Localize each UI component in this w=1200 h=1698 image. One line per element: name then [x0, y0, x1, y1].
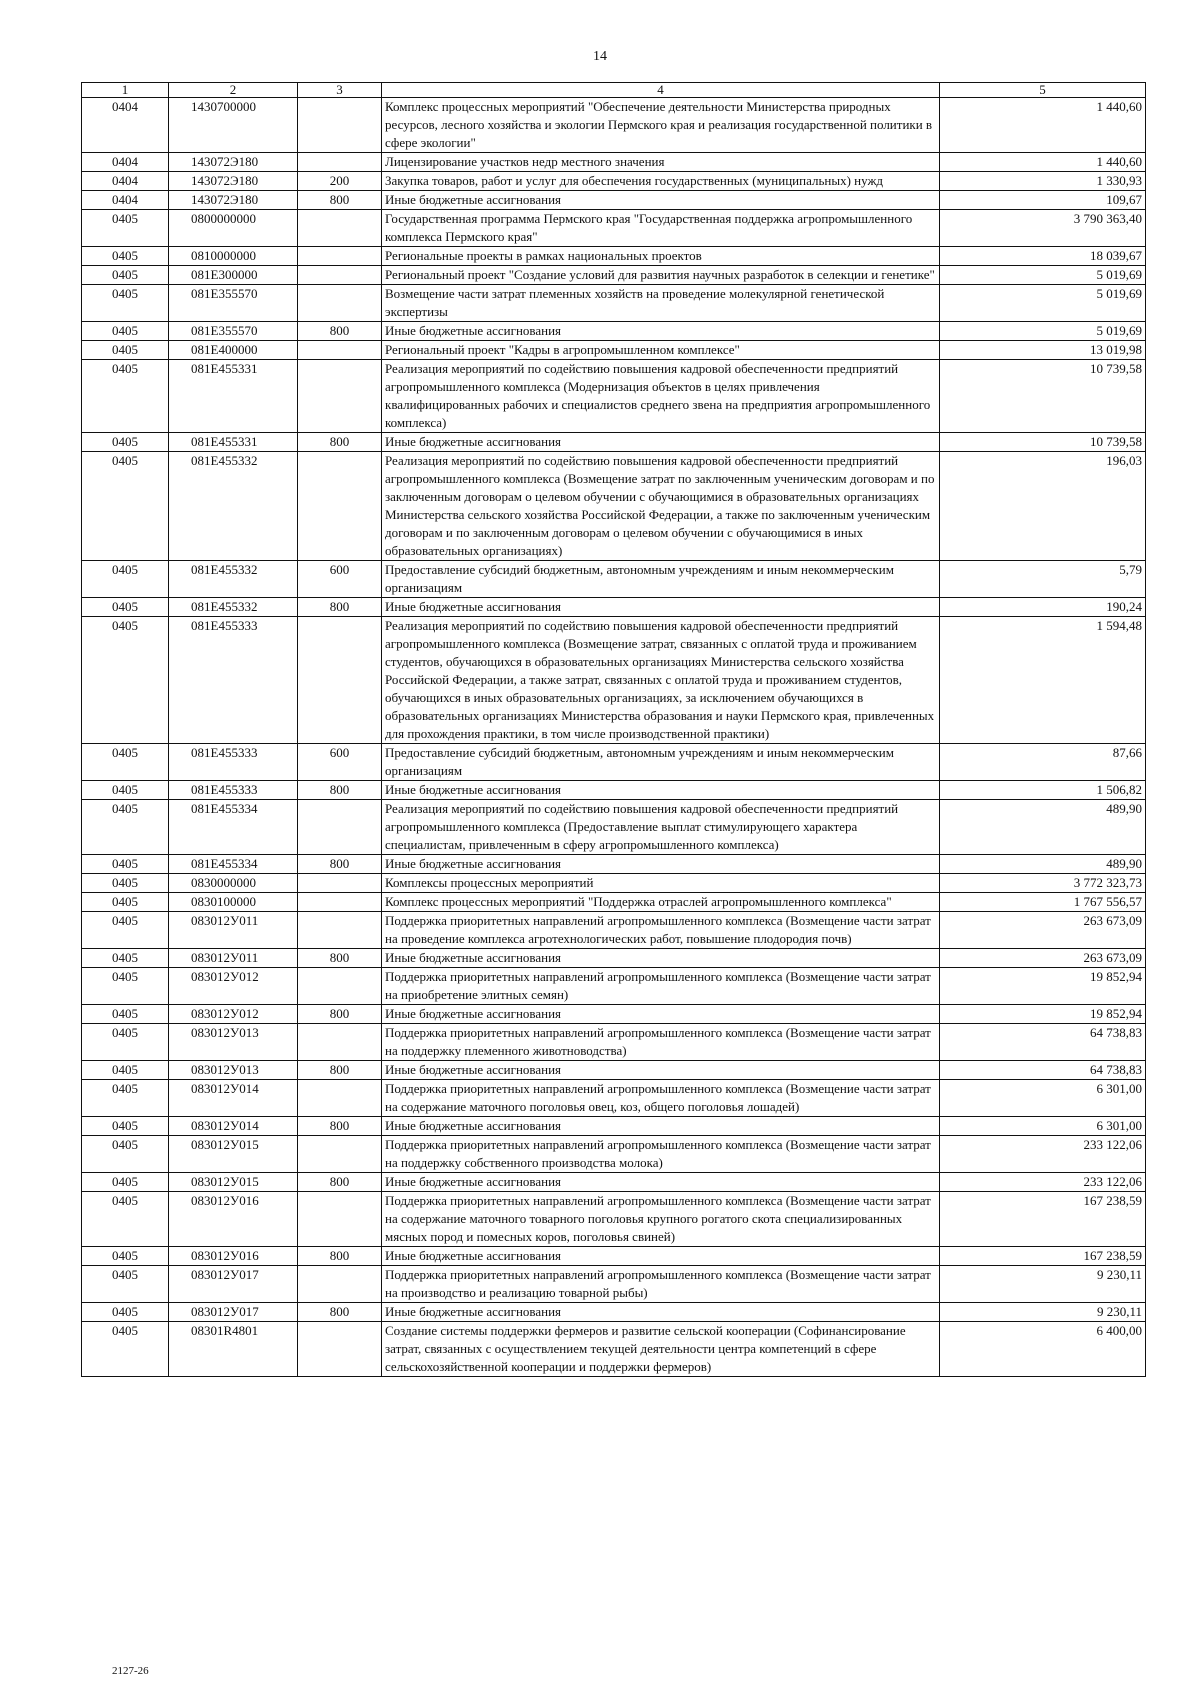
amount-cell: 196,03 — [940, 452, 1146, 561]
table-row — [82, 598, 1146, 617]
target-article-cell: 083012У015 — [169, 1173, 298, 1192]
section-code-cell: 0405 — [82, 1136, 169, 1173]
expense-type-cell — [298, 874, 382, 893]
section-code-cell: 0405 — [82, 1117, 169, 1136]
description-cell: Иные бюджетные ассигнования — [382, 949, 940, 968]
amount-cell: 233 122,06 — [940, 1136, 1146, 1173]
target-article-cell: 081E455332 — [169, 598, 298, 617]
section-code-cell: 0405 — [82, 561, 169, 598]
description-cell: Комплекс процессных мероприятий "Обеспечение деятельности Министерства природных ресурсов, лесного хозяйства и экологии Пермского края и реализация государственной политики в сфере экологии" — [382, 98, 940, 153]
expense-type-cell — [298, 1192, 382, 1247]
description-cell: Комплекс процессных мероприятий "Поддержка отраслей агропромышленного комплекса" — [382, 893, 940, 912]
expense-type-cell — [298, 452, 382, 561]
description-cell: Иные бюджетные ассигнования — [382, 322, 940, 341]
table-row — [82, 1080, 1146, 1117]
header-col-3: 3 — [298, 83, 382, 98]
description-cell: Поддержка приоритетных направлений агропромышленного комплекса (Возмещение части затрат на содержание маточного товарного поголовья крупного рогатого скота специализированных мясных пород и помесных коров, поголовья свиней) — [382, 1192, 940, 1247]
description-cell: Реализация мероприятий по содействию повышения кадровой обеспеченности предприятий агропромышленного комплекса (Возмещение затрат, связанных с оплатой труда и проживанием студентов, обучающихся в образовательных организациях Министерства сельского хозяйства Российской Федерации, а также затрат, связанных с оплатой труда и проживанием студентов, обучающихся в иных образовательных организациях, за исключением обучающихся в образовательных организациях Министерства образования и науки Пермского края, привлеченных для прохождения практики, в том числе производственной практики) — [382, 617, 940, 744]
section-code-cell: 0405 — [82, 1061, 169, 1080]
target-article-cell: 08301R4801 — [169, 1322, 298, 1377]
section-code-cell: 0405 — [82, 1192, 169, 1247]
section-code-cell: 0405 — [82, 893, 169, 912]
description-cell: Иные бюджетные ассигнования — [382, 1173, 940, 1192]
amount-cell: 263 673,09 — [940, 912, 1146, 949]
description-cell: Реализация мероприятий по содействию повышения кадровой обеспеченности предприятий агропромышленного комплекса (Возмещение затрат по заключенным ученическим договорам и по заключенным договорам о целевом обучении с обучающимися в образовательных организациях Министерства сельского хозяйства Российской Федерации, а также по заключенным ученическим договорам и по заключенным договорам о целевом обучении с обучающимися в иных образовательных организациях) — [382, 452, 940, 561]
target-article-cell: 081E455331 — [169, 433, 298, 452]
target-article-cell: 081E455333 — [169, 781, 298, 800]
expense-type-cell — [298, 912, 382, 949]
description-cell: Иные бюджетные ассигнования — [382, 1303, 940, 1322]
target-article-cell: 083012У014 — [169, 1080, 298, 1117]
amount-cell: 87,66 — [940, 744, 1146, 781]
amount-cell: 5 019,69 — [940, 322, 1146, 341]
table-row — [82, 247, 1146, 266]
table-row — [82, 912, 1146, 949]
target-article-cell: 081E455333 — [169, 744, 298, 781]
target-article-cell: 081E400000 — [169, 341, 298, 360]
expense-type-cell — [298, 1266, 382, 1303]
description-cell: Закупка товаров, работ и услуг для обеспечения государственных (муниципальных) нужд — [382, 172, 940, 191]
section-code-cell: 0405 — [82, 855, 169, 874]
amount-cell: 5 019,69 — [940, 266, 1146, 285]
section-code-cell: 0405 — [82, 1322, 169, 1377]
target-article-cell: 083012У015 — [169, 1136, 298, 1173]
target-article-cell: 083012У017 — [169, 1266, 298, 1303]
table-row — [82, 210, 1146, 247]
header-col-4: 4 — [382, 83, 940, 98]
expense-type-cell — [298, 1080, 382, 1117]
table-row — [82, 1005, 1146, 1024]
amount-cell: 1 506,82 — [940, 781, 1146, 800]
section-code-cell: 0405 — [82, 433, 169, 452]
section-code-cell: 0404 — [82, 98, 169, 153]
table-row — [82, 153, 1146, 172]
amount-cell: 64 738,83 — [940, 1024, 1146, 1061]
table-row — [82, 617, 1146, 744]
amount-cell: 167 238,59 — [940, 1247, 1146, 1266]
section-code-cell: 0404 — [82, 153, 169, 172]
description-cell: Поддержка приоритетных направлений агропромышленного комплекса (Возмещение части затрат на производство и реализацию товарной рыбы) — [382, 1266, 940, 1303]
header-col-5: 5 — [940, 83, 1146, 98]
target-article-cell: 083012У013 — [169, 1024, 298, 1061]
description-cell: Поддержка приоритетных направлений агропромышленного комплекса (Возмещение части затрат на приобретение элитных семян) — [382, 968, 940, 1005]
section-code-cell: 0405 — [82, 210, 169, 247]
description-cell: Предоставление субсидий бюджетным, автономным учреждениям и иным некоммерческим организациям — [382, 744, 940, 781]
table-row — [82, 855, 1146, 874]
section-code-cell: 0405 — [82, 247, 169, 266]
expense-type-cell — [298, 210, 382, 247]
amount-cell: 9 230,11 — [940, 1266, 1146, 1303]
expense-type-cell — [298, 1136, 382, 1173]
target-article-cell: 081E455334 — [169, 800, 298, 855]
section-code-cell: 0405 — [82, 1303, 169, 1322]
description-cell: Поддержка приоритетных направлений агропромышленного комплекса (Возмещение части затрат на проведение комплекса агротехнологических работ, повышение плодородия почв) — [382, 912, 940, 949]
description-cell: Лицензирование участков недр местного значения — [382, 153, 940, 172]
description-cell: Региональный проект "Создание условий для развития научных разработок в селекции и генетике" — [382, 266, 940, 285]
section-code-cell: 0405 — [82, 912, 169, 949]
header-col-1: 1 — [82, 83, 169, 98]
amount-cell: 19 852,94 — [940, 1005, 1146, 1024]
target-article-cell: 081E455334 — [169, 855, 298, 874]
section-code-cell: 0405 — [82, 598, 169, 617]
section-code-cell: 0404 — [82, 172, 169, 191]
table-row — [82, 1061, 1146, 1080]
expense-type-cell: 800 — [298, 1061, 382, 1080]
target-article-cell: 083012У011 — [169, 912, 298, 949]
expense-type-cell: 800 — [298, 1117, 382, 1136]
amount-cell: 9 230,11 — [940, 1303, 1146, 1322]
section-code-cell: 0405 — [82, 1247, 169, 1266]
section-code-cell: 0404 — [82, 191, 169, 210]
section-code-cell: 0405 — [82, 1173, 169, 1192]
expense-type-cell — [298, 153, 382, 172]
target-article-cell: 143072Э180 — [169, 153, 298, 172]
section-code-cell: 0405 — [82, 1266, 169, 1303]
description-cell: Иные бюджетные ассигнования — [382, 1117, 940, 1136]
expense-type-cell — [298, 341, 382, 360]
section-code-cell: 0405 — [82, 1024, 169, 1061]
amount-cell: 10 739,58 — [940, 360, 1146, 433]
amount-cell: 1 440,60 — [940, 98, 1146, 153]
page-number: 14 — [593, 49, 607, 64]
amount-cell: 233 122,06 — [940, 1173, 1146, 1192]
amount-cell: 3 790 363,40 — [940, 210, 1146, 247]
table-row — [82, 266, 1146, 285]
amount-cell: 109,67 — [940, 191, 1146, 210]
section-code-cell: 0405 — [82, 874, 169, 893]
target-article-cell: 081E455331 — [169, 360, 298, 433]
table-row — [82, 360, 1146, 433]
description-cell: Иные бюджетные ассигнования — [382, 598, 940, 617]
expense-type-cell: 800 — [298, 855, 382, 874]
expense-type-cell: 200 — [298, 172, 382, 191]
target-article-cell: 0800000000 — [169, 210, 298, 247]
amount-cell: 10 739,58 — [940, 433, 1146, 452]
amount-cell: 489,90 — [940, 800, 1146, 855]
amount-cell: 3 772 323,73 — [940, 874, 1146, 893]
amount-cell: 1 440,60 — [940, 153, 1146, 172]
expense-type-cell: 800 — [298, 949, 382, 968]
expense-type-cell: 800 — [298, 1303, 382, 1322]
expense-type-cell — [298, 968, 382, 1005]
description-cell: Иные бюджетные ассигнования — [382, 1005, 940, 1024]
description-cell: Возмещение части затрат племенных хозяйств на проведение молекулярной генетической экспертизы — [382, 285, 940, 322]
description-cell: Иные бюджетные ассигнования — [382, 1061, 940, 1080]
expense-type-cell — [298, 98, 382, 153]
table-row — [82, 1192, 1146, 1247]
amount-cell: 1 594,48 — [940, 617, 1146, 744]
target-article-cell: 083012У013 — [169, 1061, 298, 1080]
amount-cell: 6 301,00 — [940, 1117, 1146, 1136]
description-cell: Региональный проект "Кадры в агропромышленном комплексе" — [382, 341, 940, 360]
amount-cell: 1 767 556,57 — [940, 893, 1146, 912]
amount-cell: 489,90 — [940, 855, 1146, 874]
target-article-cell: 083012У014 — [169, 1117, 298, 1136]
target-article-cell: 083012У016 — [169, 1192, 298, 1247]
section-code-cell: 0405 — [82, 617, 169, 744]
target-article-cell: 081E455333 — [169, 617, 298, 744]
section-code-cell: 0405 — [82, 949, 169, 968]
description-cell: Иные бюджетные ассигнования — [382, 1247, 940, 1266]
target-article-cell: 081E455332 — [169, 452, 298, 561]
target-article-cell: 083012У012 — [169, 1005, 298, 1024]
section-code-cell: 0405 — [82, 781, 169, 800]
target-article-cell: 0810000000 — [169, 247, 298, 266]
target-article-cell: 083012У016 — [169, 1247, 298, 1266]
table-row — [82, 968, 1146, 1005]
amount-cell: 19 852,94 — [940, 968, 1146, 1005]
target-article-cell: 081E455332 — [169, 561, 298, 598]
table-row — [82, 949, 1146, 968]
expense-type-cell — [298, 247, 382, 266]
budget-table — [81, 82, 1146, 1377]
amount-cell: 5 019,69 — [940, 285, 1146, 322]
expense-type-cell — [298, 800, 382, 855]
description-cell: Государственная программа Пермского края "Государственная поддержка агропромышленного комплекса Пермского края" — [382, 210, 940, 247]
table-row — [82, 285, 1146, 322]
target-article-cell: 081E355570 — [169, 322, 298, 341]
table-row — [82, 452, 1146, 561]
expense-type-cell: 600 — [298, 744, 382, 781]
expense-type-cell — [298, 893, 382, 912]
target-article-cell: 0830100000 — [169, 893, 298, 912]
amount-cell: 13 019,98 — [940, 341, 1146, 360]
expense-type-cell — [298, 1024, 382, 1061]
table-row — [82, 1173, 1146, 1192]
description-cell: Предоставление субсидий бюджетным, автономным учреждениям и иным некоммерческим организациям — [382, 561, 940, 598]
amount-cell: 5,79 — [940, 561, 1146, 598]
section-code-cell: 0405 — [82, 322, 169, 341]
target-article-cell: 0830000000 — [169, 874, 298, 893]
document-code: 2127-26 — [112, 1665, 149, 1677]
table-row — [82, 1117, 1146, 1136]
expense-type-cell: 800 — [298, 191, 382, 210]
description-cell: Поддержка приоритетных направлений агропромышленного комплекса (Возмещение части затрат на поддержку собственного производства молока) — [382, 1136, 940, 1173]
section-code-cell: 0405 — [82, 360, 169, 433]
target-article-cell: 1430700000 — [169, 98, 298, 153]
expense-type-cell — [298, 617, 382, 744]
table-row — [82, 1303, 1146, 1322]
table-row — [82, 1136, 1146, 1173]
table-header-row — [82, 83, 1146, 98]
description-cell: Реализация мероприятий по содействию повышения кадровой обеспеченности предприятий агропромышленного комплекса (Предоставление выплат стимулирующего характера специалистам, привлеченным в сферу агропромышленного комплекса) — [382, 800, 940, 855]
expense-type-cell — [298, 360, 382, 433]
target-article-cell: 081E355570 — [169, 285, 298, 322]
expense-type-cell: 600 — [298, 561, 382, 598]
description-cell: Иные бюджетные ассигнования — [382, 855, 940, 874]
description-cell: Поддержка приоритетных направлений агропромышленного комплекса (Возмещение части затрат на содержание маточного поголовья овец, коз, общего поголовья лошадей) — [382, 1080, 940, 1117]
expense-type-cell — [298, 1322, 382, 1377]
section-code-cell: 0405 — [82, 968, 169, 1005]
description-cell: Реализация мероприятий по содействию повышения кадровой обеспеченности предприятий агропромышленного комплекса (Модернизация объектов в целях привлечения квалифицированных рабочих и специалистов среднего звена на предприятия агропромышленного комплекса) — [382, 360, 940, 433]
table-row — [82, 744, 1146, 781]
amount-cell: 263 673,09 — [940, 949, 1146, 968]
table-row — [82, 341, 1146, 360]
amount-cell: 18 039,67 — [940, 247, 1146, 266]
table-row — [82, 172, 1146, 191]
table-row — [82, 98, 1146, 153]
section-code-cell: 0405 — [82, 800, 169, 855]
expense-type-cell: 800 — [298, 433, 382, 452]
table-row — [82, 1266, 1146, 1303]
table-row — [82, 874, 1146, 893]
table-row — [82, 1247, 1146, 1266]
description-cell: Иные бюджетные ассигнования — [382, 433, 940, 452]
target-article-cell: 143072Э180 — [169, 172, 298, 191]
table-row — [82, 893, 1146, 912]
expense-type-cell: 800 — [298, 1005, 382, 1024]
amount-cell: 167 238,59 — [940, 1192, 1146, 1247]
amount-cell: 64 738,83 — [940, 1061, 1146, 1080]
section-code-cell: 0405 — [82, 285, 169, 322]
description-cell: Поддержка приоритетных направлений агропромышленного комплекса (Возмещение части затрат на поддержку племенного животноводства) — [382, 1024, 940, 1061]
section-code-cell: 0405 — [82, 1080, 169, 1117]
target-article-cell: 081E300000 — [169, 266, 298, 285]
description-cell: Комплексы процессных мероприятий — [382, 874, 940, 893]
expense-type-cell: 800 — [298, 598, 382, 617]
table-row — [82, 191, 1146, 210]
expense-type-cell — [298, 285, 382, 322]
amount-cell: 6 400,00 — [940, 1322, 1146, 1377]
expense-type-cell — [298, 266, 382, 285]
description-cell: Иные бюджетные ассигнования — [382, 191, 940, 210]
description-cell: Иные бюджетные ассигнования — [382, 781, 940, 800]
section-code-cell: 0405 — [82, 1005, 169, 1024]
target-article-cell: 143072Э180 — [169, 191, 298, 210]
expense-type-cell: 800 — [298, 322, 382, 341]
expense-type-cell: 800 — [298, 1173, 382, 1192]
section-code-cell: 0405 — [82, 744, 169, 781]
header-col-2: 2 — [169, 83, 298, 98]
expense-type-cell: 800 — [298, 1247, 382, 1266]
table-row — [82, 800, 1146, 855]
description-cell: Создание системы поддержки фермеров и развитие сельской кооперации (Софинансирование затрат, связанных с осуществлением текущей деятельности центра компетенций в сфере сельскохозяйственной кооперации и поддержки фермеров) — [382, 1322, 940, 1377]
table-row — [82, 433, 1146, 452]
table-row — [82, 322, 1146, 341]
amount-cell: 1 330,93 — [940, 172, 1146, 191]
table-row — [82, 1024, 1146, 1061]
description-cell: Региональные проекты в рамках национальных проектов — [382, 247, 940, 266]
target-article-cell: 083012У017 — [169, 1303, 298, 1322]
section-code-cell: 0405 — [82, 341, 169, 360]
expense-type-cell: 800 — [298, 781, 382, 800]
table-row — [82, 1322, 1146, 1377]
target-article-cell: 083012У011 — [169, 949, 298, 968]
amount-cell: 6 301,00 — [940, 1080, 1146, 1117]
table-row — [82, 781, 1146, 800]
section-code-cell: 0405 — [82, 266, 169, 285]
target-article-cell: 083012У012 — [169, 968, 298, 1005]
section-code-cell: 0405 — [82, 452, 169, 561]
table-row — [82, 561, 1146, 598]
amount-cell: 190,24 — [940, 598, 1146, 617]
